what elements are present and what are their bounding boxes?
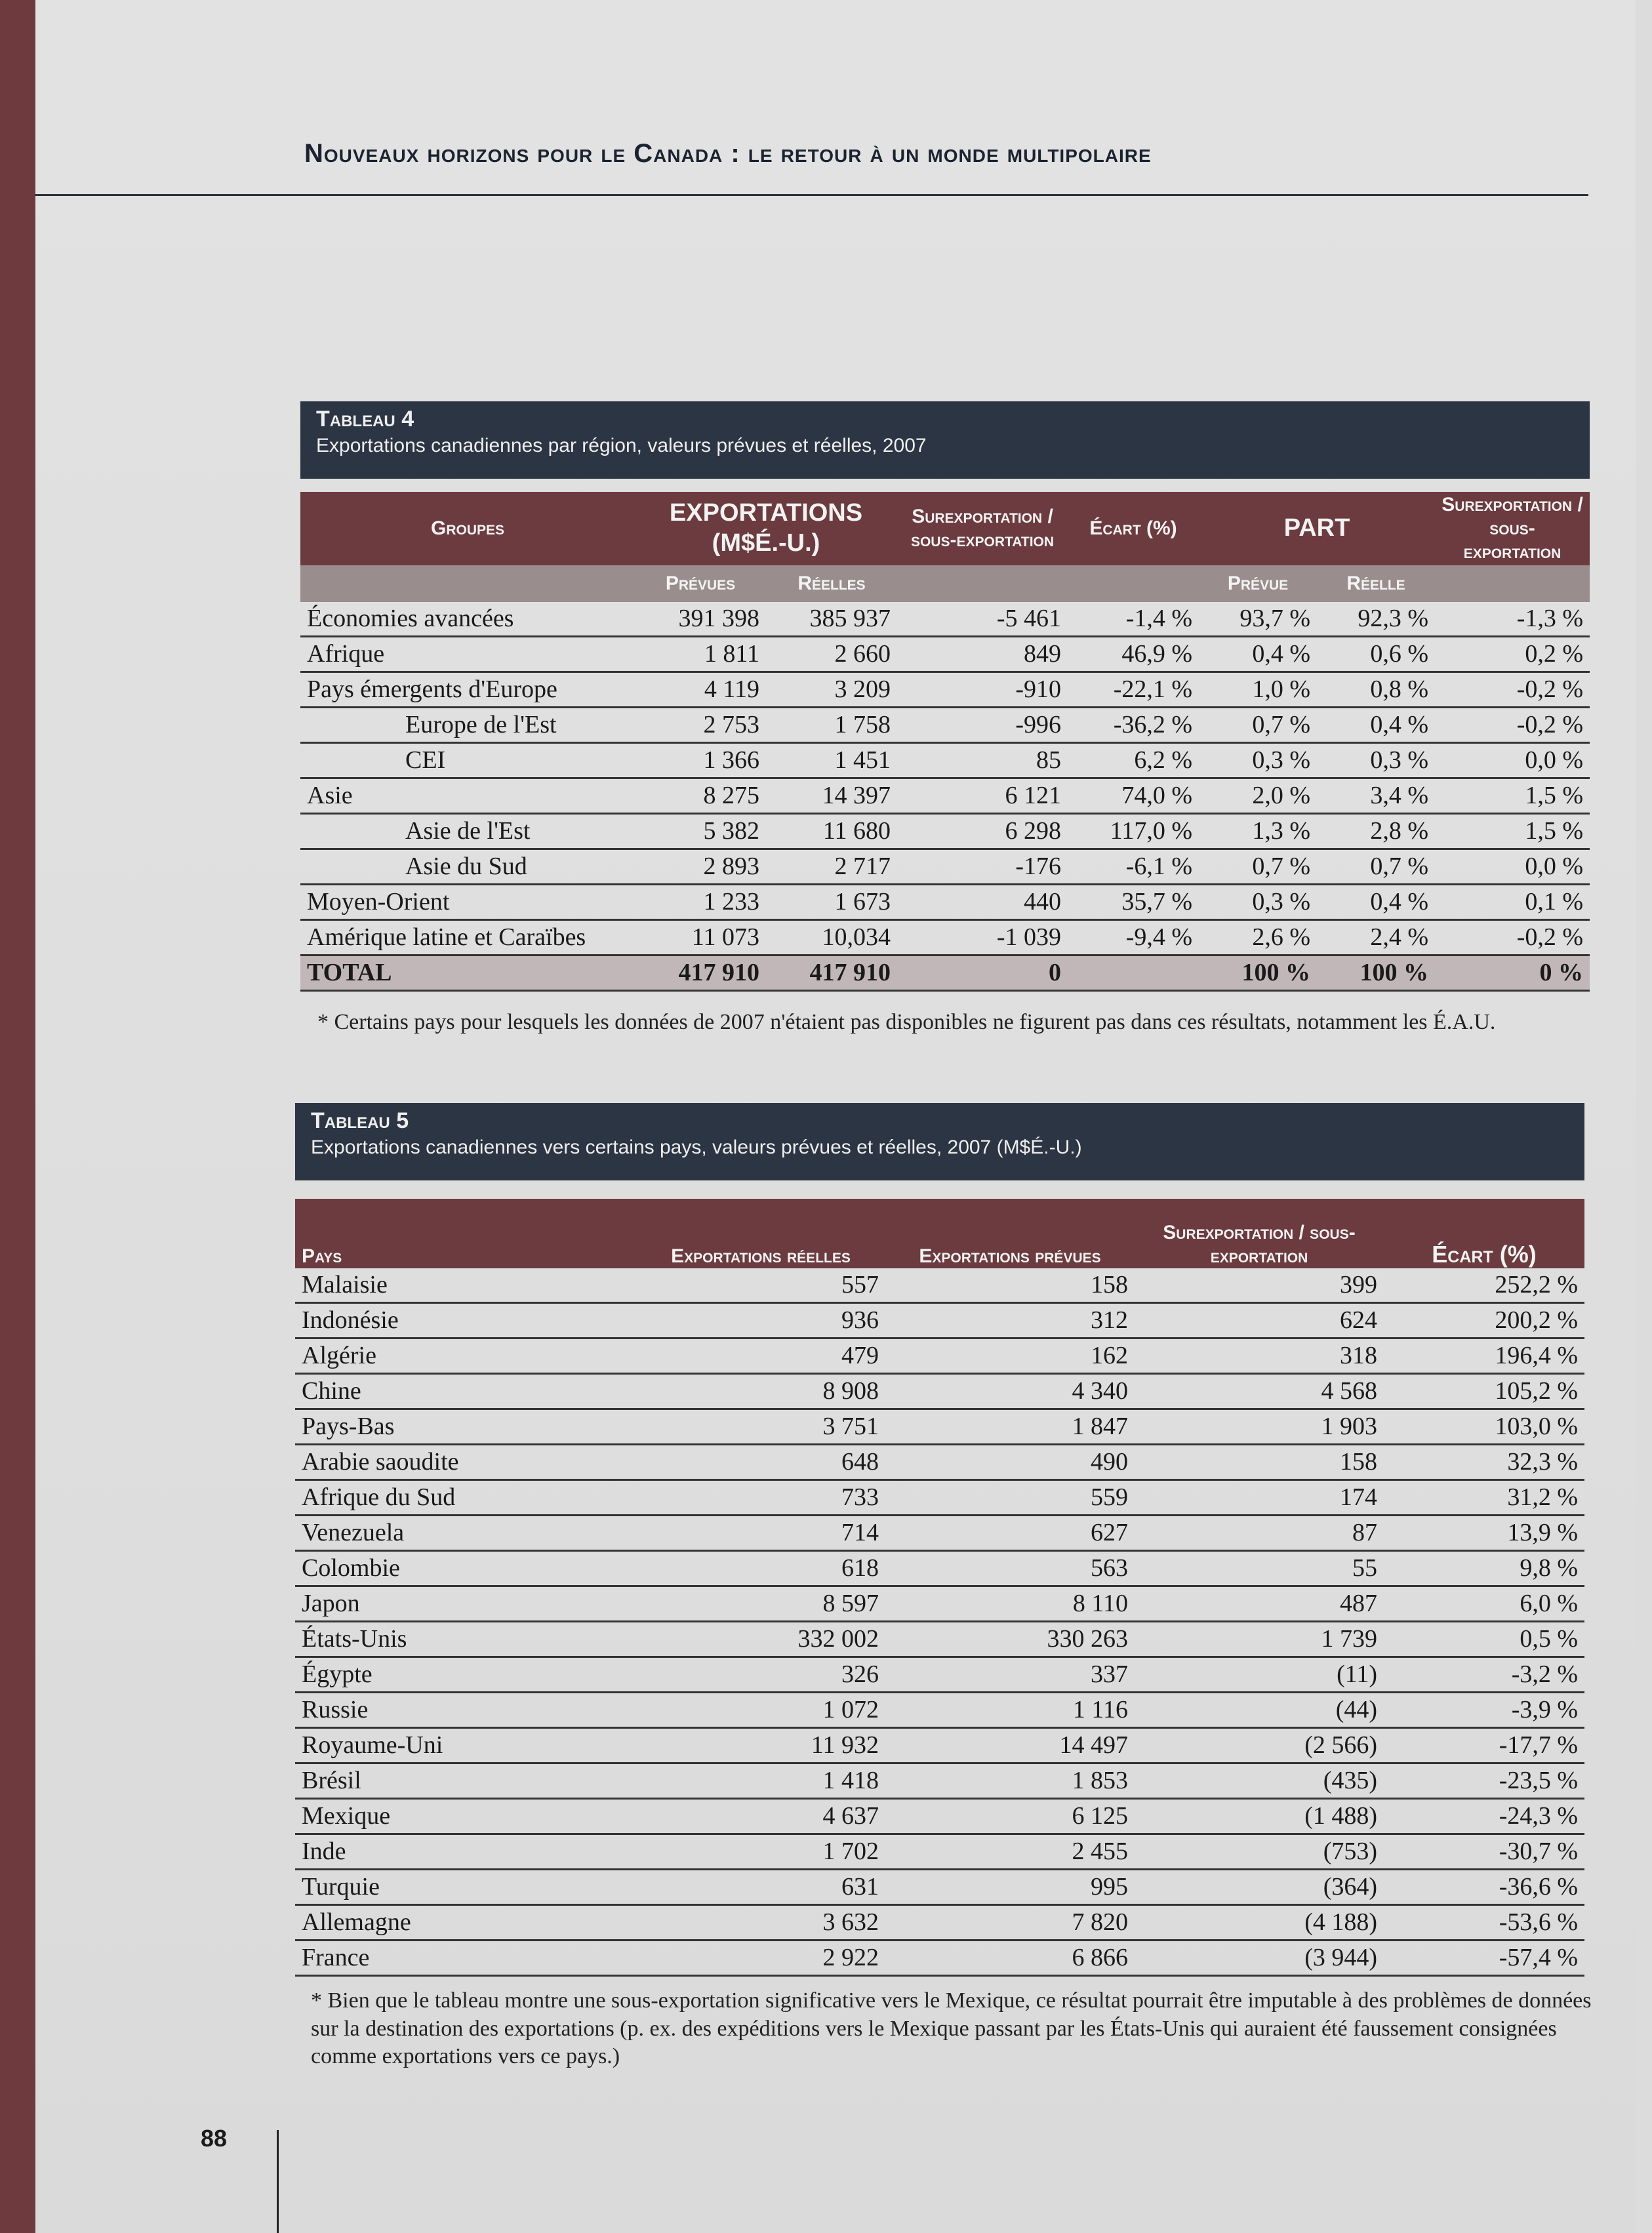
table-row: CEI 1 366 1 451 85 6,2 % 0,3 % 0,3 % 0,0 % bbox=[300, 743, 1590, 778]
table5-subtitle: Exportations canadiennes vers certains pays, valeurs prévues et réelles, 2007 (M$É.-U.) bbox=[311, 1137, 1082, 1158]
col-reelle: Réelle bbox=[1317, 565, 1435, 602]
table-row: Indonésie 936 312 624 200,2 % bbox=[295, 1303, 1584, 1338]
col-surexport: Surexportation / sous-exportation bbox=[1135, 1199, 1384, 1268]
table-row: Japon 8 597 8 110 487 6,0 % bbox=[295, 1586, 1584, 1622]
table4-subtitle: Exportations canadiennes par région, valeurs prévues et réelles, 2007 bbox=[316, 435, 927, 456]
table5-caption bbox=[295, 1103, 1584, 1180]
table-row: Asie 8 275 14 397 6 121 74,0 % 2,0 % 3,4 % 1,5 % bbox=[300, 778, 1590, 814]
page-number-rule bbox=[277, 2130, 279, 2233]
col-part: PART bbox=[1199, 492, 1435, 565]
table4-number: Tableau 4 bbox=[316, 407, 414, 432]
col-ecart: Écart (%) bbox=[1068, 492, 1199, 565]
table4-header-row bbox=[300, 492, 1590, 565]
col-surexport-2: Surexportation / sous-exportation bbox=[1435, 492, 1590, 565]
left-color-band bbox=[0, 0, 35, 2233]
table5-header-row bbox=[295, 1199, 1584, 1268]
table-row: Mexique 4 637 6 125 (1 488) -24,3 % bbox=[295, 1799, 1584, 1834]
table4-caption bbox=[300, 401, 1590, 479]
table-row: Colombie 618 563 55 9,8 % bbox=[295, 1551, 1584, 1586]
table-row: Pays émergents d'Europe 4 119 3 209 -910 -22,1 % 1,0 % 0,8 % -0,2 % bbox=[300, 672, 1590, 708]
col-exportations: EXPORTATIONS (M$É.-U.) bbox=[635, 492, 897, 565]
table-row: Afrique du Sud 733 559 174 31,2 % bbox=[295, 1480, 1584, 1516]
table-row: Russie 1 072 1 116 (44) -3,9 % bbox=[295, 1693, 1584, 1728]
table-row: Turquie 631 995 (364) -36,6 % bbox=[295, 1870, 1584, 1905]
table4 bbox=[300, 492, 1590, 992]
table-row: États-Unis 332 002 330 263 1 739 0,5 % bbox=[295, 1622, 1584, 1657]
table-row: France 2 922 6 866 (3 944) -57,4 % bbox=[295, 1941, 1584, 1976]
table-row: Économies avancées 391 398 385 937 -5 461 -1,4 % 93,7 % 92,3 % -1,3 % bbox=[300, 602, 1590, 637]
table-row: Chine 8 908 4 340 4 568 105,2 % bbox=[295, 1374, 1584, 1409]
table5-number: Tableau 5 bbox=[311, 1108, 409, 1133]
col-surexport: Surexportation / sous-exportation bbox=[897, 492, 1068, 565]
table-row: Royaume-Uni 11 932 14 497 (2 566) -17,7 % bbox=[295, 1728, 1584, 1763]
table-row: Moyen-Orient 1 233 1 673 440 35,7 % 0,3 % 0,4 % 0,1 % bbox=[300, 885, 1590, 920]
table-row: Brésil 1 418 1 853 (435) -23,5 % bbox=[295, 1763, 1584, 1799]
table-row: Égypte 326 337 (11) -3,2 % bbox=[295, 1657, 1584, 1693]
col-prevue: Prévue bbox=[1199, 565, 1317, 602]
table-row: Malaisie 557 158 399 252,2 % bbox=[295, 1268, 1584, 1303]
table-row: Arabie saoudite 648 490 158 32,3 % bbox=[295, 1445, 1584, 1480]
table-row: Venezuela 714 627 87 13,9 % bbox=[295, 1516, 1584, 1551]
col-pays: Pays bbox=[295, 1199, 636, 1268]
table-row: Asie de l'Est 5 382 11 680 6 298 117,0 % 1,3 % 2,8 % 1,5 % bbox=[300, 814, 1590, 849]
page-number: 88 bbox=[201, 2125, 228, 2152]
col-export-reelles: Exportations réelles bbox=[636, 1199, 885, 1268]
table-row: Pays-Bas 3 751 1 847 1 903 103,0 % bbox=[295, 1409, 1584, 1445]
table-total-row: TOTAL 417 910 417 910 0 100 % 100 % 0 % bbox=[300, 956, 1590, 991]
table-row: Afrique 1 811 2 660 849 46,9 % 0,4 % 0,6 % 0,2 % bbox=[300, 637, 1590, 672]
table-row: Allemagne 3 632 7 820 (4 188) -53,6 % bbox=[295, 1905, 1584, 1941]
table-row: Europe de l'Est 2 753 1 758 -996 -36,2 % 0,7 % 0,4 % -0,2 % bbox=[300, 708, 1590, 743]
col-export-prevues: Exportations prévues bbox=[885, 1199, 1135, 1268]
table-row: Inde 1 702 2 455 (753) -30,7 % bbox=[295, 1834, 1584, 1870]
col-ecart: Écart (%) bbox=[1384, 1199, 1584, 1268]
table-row: Amérique latine et Caraïbes 11 073 10,034 -1 039 -9,4 % 2,6 % 2,4 % -0,2 % bbox=[300, 920, 1590, 956]
table5 bbox=[295, 1199, 1584, 1977]
table5-note: * Bien que le tableau montre une sous-exportation significative vers le Mexique, ce résultat pourrait être imputable à des problèmes de données sur la destination des exportations (p. ex. des expéditions vers le Mexique passant par les États-Unis qui auraient été faussement consignées comme exportations vers ce pays.) bbox=[311, 1988, 1592, 2068]
col-reelles: Réelles bbox=[766, 565, 897, 602]
running-head: Nouveaux horizons pour le Canada : le retour à un monde multipolaire bbox=[304, 139, 1152, 168]
col-groupes: Groupes bbox=[300, 492, 635, 565]
table-row: Algérie 479 162 318 196,4 % bbox=[295, 1338, 1584, 1374]
col-prevues: Prévues bbox=[635, 565, 766, 602]
table4-note: * Certains pays pour lesquels les données de 2007 n'étaient pas disponibles ne figurent pas dans ces résultats, notamment les É.A.U. bbox=[317, 1010, 1496, 1034]
table-row: Asie du Sud 2 893 2 717 -176 -6,1 % 0,7 % 0,7 % 0,0 % bbox=[300, 849, 1590, 885]
page bbox=[35, 0, 1636, 2233]
header-rule bbox=[35, 194, 1588, 196]
